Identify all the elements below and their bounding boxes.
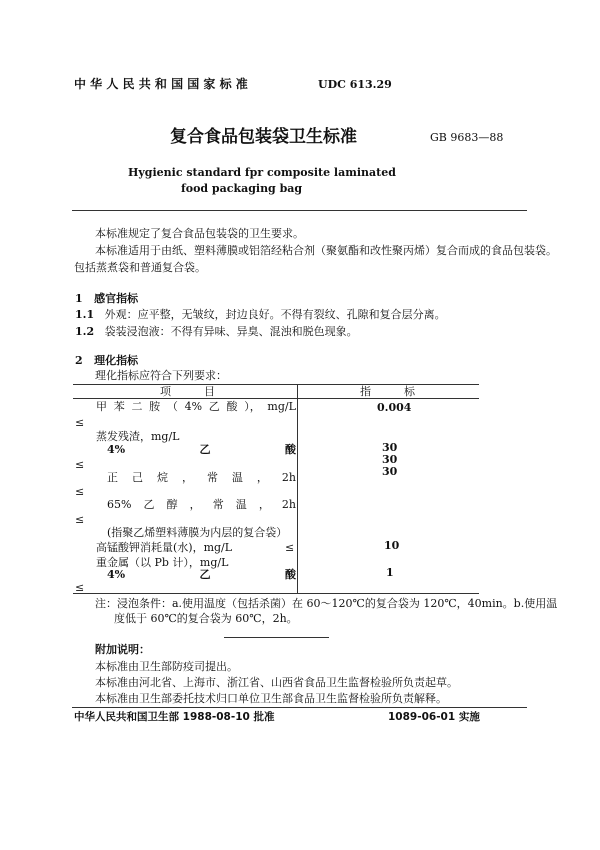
section-heading: 1 感官指标 [75, 292, 139, 305]
intro-paragraph: 本标准规定了复合食品包装袋的卫生要求。 [95, 227, 304, 240]
le-symbol: ≤ [75, 581, 85, 594]
le-symbol: ≤ [75, 416, 85, 429]
column-header-value: 指 标 [360, 385, 415, 398]
table-row-label: 高锰酸钾消耗量(水)，mg/L [96, 541, 233, 554]
section-heading: 2 理化指标 [75, 354, 139, 367]
appendix-title: 附加说明： [95, 643, 150, 656]
label-token: 甲 [96, 400, 107, 413]
table-cell-value: 0.004 [377, 401, 412, 414]
table-cell-value: 1 [386, 566, 394, 579]
label-token: 酸 [284, 568, 296, 581]
table-header-rule [73, 398, 479, 399]
column-header-item: 项 目 [160, 385, 215, 398]
table-cell-value: 10 [384, 539, 400, 552]
english-title-line1: Hygienic standard fpr composite laminated [128, 166, 396, 179]
table-row-label [107, 568, 296, 581]
label-token: 乙 [199, 443, 211, 456]
label-token: 烷 [156, 471, 168, 484]
label-token: 温 [231, 471, 243, 484]
le-symbol: ≤ [75, 458, 85, 471]
intro-paragraph: 包括蒸煮袋和普通复合袋。 [74, 261, 206, 274]
label-token: ， [256, 471, 268, 484]
label-token: ， [258, 498, 270, 511]
intro-paragraph: 本标准适用于由纸、塑料薄膜或铝箔经粘合剂（聚氨酯和改性聚丙烯）复合而成的食品包装袋。 [95, 244, 557, 257]
table-note: 度低于 60℃的复合袋为 60℃，2h。 [114, 612, 298, 625]
table-top-rule [73, 384, 479, 385]
label-token: 温 [235, 498, 247, 511]
label-token: 2h [281, 498, 296, 511]
label-token: 苯 [113, 400, 125, 413]
label-token: 2h [281, 471, 296, 484]
appendix-line: 本标准由卫生部委托技术归口单位卫生部食品卫生监督检验所负责解释。 [95, 692, 447, 705]
label-token: 酸 [284, 443, 296, 456]
label-token: 常 [206, 471, 218, 484]
label-token: 乙 [199, 568, 211, 581]
label-token: （ [166, 400, 178, 413]
table-cell-value: 30 [382, 465, 398, 478]
section-item: 1.1 外观：应平整，无皱纹，封边良好。不得有裂纹、孔隙和复合层分离。 [75, 308, 446, 321]
label-token: 常 [212, 498, 224, 511]
label-token: 乙 [143, 498, 155, 511]
table-lead: 理化指标应符合下列要求： [95, 369, 227, 382]
label-token: mg/L [267, 400, 296, 413]
table-row-label: 蒸发残渣，mg/L [96, 430, 180, 443]
table-column-divider [297, 384, 298, 594]
label-token: 4% [184, 400, 203, 413]
table-row-label: (指聚乙烯塑料薄膜为内层的复合袋） [107, 526, 288, 539]
label-token: 己 [131, 471, 143, 484]
footer-divider [72, 707, 527, 708]
table-cell-value: 30 [382, 453, 398, 466]
le-symbol: ≤ [75, 513, 85, 526]
label-token: 二 [131, 400, 143, 413]
label-token: ， [181, 471, 193, 484]
label-token: 醇 [166, 498, 178, 511]
section-item: 1.2 袋装浸泡液：不得有异味、异臭、混浊和脱色现象。 [75, 325, 358, 338]
page-title: 复合食品包装袋卫生标准 [170, 127, 357, 147]
table-bottom-rule [73, 593, 479, 594]
label-token: 4% [107, 568, 126, 581]
label-token: ）， [244, 400, 261, 413]
udc-code: UDC 613.29 [318, 78, 392, 91]
english-title-line2: food packaging bag [181, 182, 303, 195]
table-row-label [107, 471, 296, 484]
appendix-divider [224, 637, 329, 638]
table-row-label [107, 498, 296, 511]
label-token: 正 [107, 471, 118, 484]
label-token: 4% [107, 443, 126, 456]
label-token: ， [189, 498, 201, 511]
country-standard-label: 中 华 人 民 共 和 国 国 家 标 准 [74, 77, 248, 91]
effective-date: 1089-06-01 实施 [388, 711, 480, 723]
le-symbol: ≤ [75, 485, 85, 498]
standard-code: GB 9683—88 [430, 131, 504, 144]
table-row-label [107, 443, 296, 456]
table-note: 注：浸泡条件：a.使用温度（包括杀菌）在 60～120℃的复合袋为 120℃，40min。b.使用温 [95, 597, 558, 610]
label-token: 酸 [226, 400, 238, 413]
table-cell-value: 30 [382, 441, 398, 454]
header-divider [72, 210, 527, 211]
appendix-line: 本标准由河北省、上海市、浙江省、山西省食品卫生监督检验所负责起草。 [95, 676, 458, 689]
approval-date: 中华人民共和国卫生部 1988-08-10 批准 [74, 711, 275, 723]
label-token: 65% [107, 498, 132, 511]
label-token: 乙 [208, 400, 220, 413]
appendix-line: 本标准由卫生部防疫司提出。 [95, 660, 238, 673]
table-row-label: 重金属（以 Pb 计），mg/L [96, 556, 229, 569]
label-token: 胺 [149, 400, 161, 413]
table-row-label [96, 400, 296, 413]
le-symbol: ≤ [285, 541, 295, 554]
